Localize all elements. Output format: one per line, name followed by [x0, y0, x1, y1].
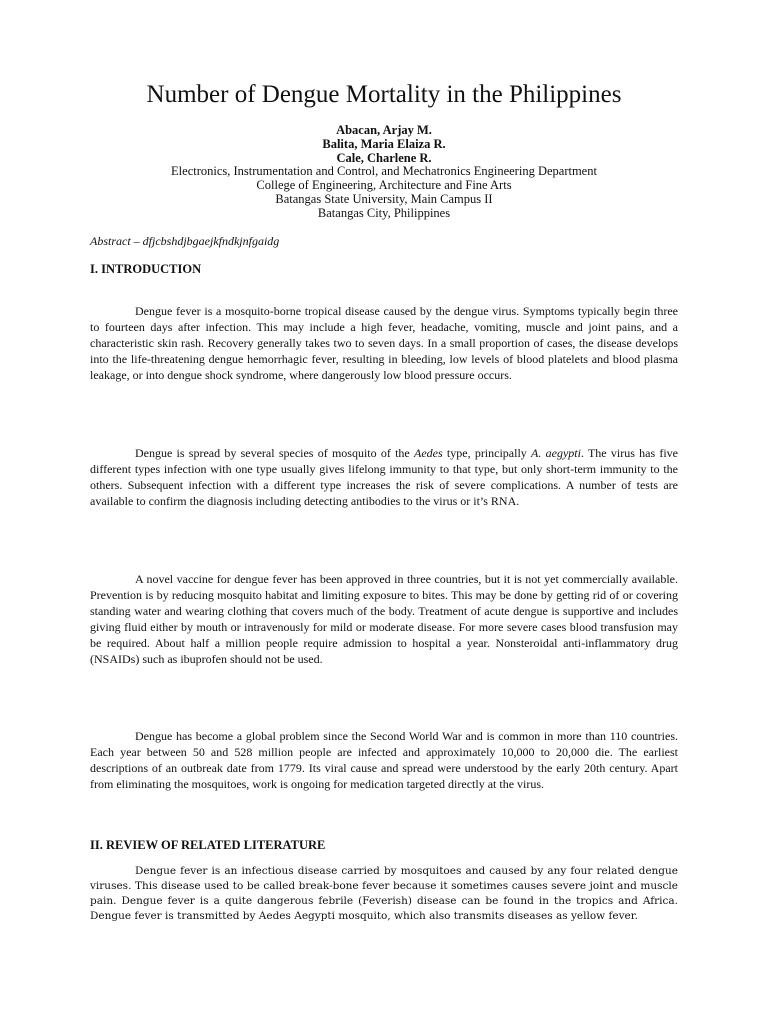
intro-paragraph-4: Dengue has become a global problem since the Second World War and is common in more than 110 countries. Each year between 50 and 528 million people are infected and approximately 10,000 to 20,000 die. The earliest descriptions of an outbreak date from 1779. Its viral cause and spread were understood by the early 20th century. Apart from eliminating the mosquitoes, work is ongoing for medication targeted directly at the virus. — [90, 729, 678, 791]
genus-name: Aedes — [414, 446, 443, 460]
intro-paragraph-3: A novel vaccine for dengue fever has been approved in three countries, but it is not yet commercially available. Prevention is by reducing mosquito habitat and limiting exposure to bites. This may be done by getting rid of or covering standing water and wearing clothing that covers much of the body. Treatment of acute dengue is supportive and includes giving fluid either by mouth or intravenously for mild or moderate disease. For more severe cases blood transfusion may be required. About half a million people require admission to hospital a year. Nonsteroidal anti-inflammatory drug (NSAIDs) such as ibuprofen should not be used. — [90, 572, 678, 666]
paragraph-text: Dengue is spread by several species of mosquito of the — [135, 446, 415, 460]
author-name: Abacan, Arjay M. — [336, 123, 432, 137]
affiliation-line: College of Engineering, Architecture and Fine Arts — [256, 178, 512, 192]
review-paragraph-1: Dengue fever is an infectious disease carried by mosquitoes and caused by any four related dengue viruses. This disease used to be called break-bone fever because it sometimes causes severe joint and muscle pain. Dengue fever is a quite dangerous febrile (Feverish) disease can be found in the tropics and Africa. Dengue fever is transmitted by Aedes Aegypti mosquito, which also transmits diseases as yellow fever. — [90, 865, 678, 922]
intro-paragraph-2 — [90, 445, 678, 509]
affiliation-block — [0, 164, 768, 220]
author-name: Cale, Charlene R. — [336, 151, 432, 165]
author-list — [0, 123, 768, 165]
paragraph-text: . The virus has five different types infection with one type usually gives lifelong immunity to that type, but only short-term immunity to the others. Subsequent infection with a different type increases the risk of severe complications. A number of tests are available to confirm the diagnosis including detecting antibodies to the virus or it’s RNA. — [90, 446, 679, 508]
intro-paragraph-1: Dengue fever is a mosquito-borne tropical disease caused by the dengue virus. Symptoms typically begin three to fourteen days after infection. This may include a high fever, headache, vomiting, muscle and joint pains, and a characteristic skin rash. Recovery generally takes two to seven days. In a small proportion of cases, the disease develops into the life-threatening dengue hemorrhagic fever, resulting in bleeding, low levels of blood platelets and blood plasma leakage, or into dengue shock syndrome, where dangerously low blood pressure occurs. — [90, 304, 678, 382]
abstract: Abstract – dfjcbshdjbgaejkfndkjnfgaidg — [90, 234, 280, 248]
affiliation-line: Batangas City, Philippines — [317, 206, 451, 220]
paragraph-text: type, principally — [442, 446, 532, 460]
page-title: Number of Dengue Mortality in the Philippines — [146, 81, 622, 108]
affiliation-line: Electronics, Instrumentation and Control, and Mechatronics Engineering Department — [171, 164, 597, 178]
author-name: Balita, Maria Elaiza R. — [322, 137, 446, 151]
section-heading-review: II. REVIEW OF RELATED LITERATURE — [90, 838, 326, 852]
affiliation-line: Batangas State University, Main Campus II — [275, 192, 493, 206]
species-name: A. aegypti — [531, 446, 581, 460]
section-heading-introduction: I. INTRODUCTION — [90, 262, 202, 276]
